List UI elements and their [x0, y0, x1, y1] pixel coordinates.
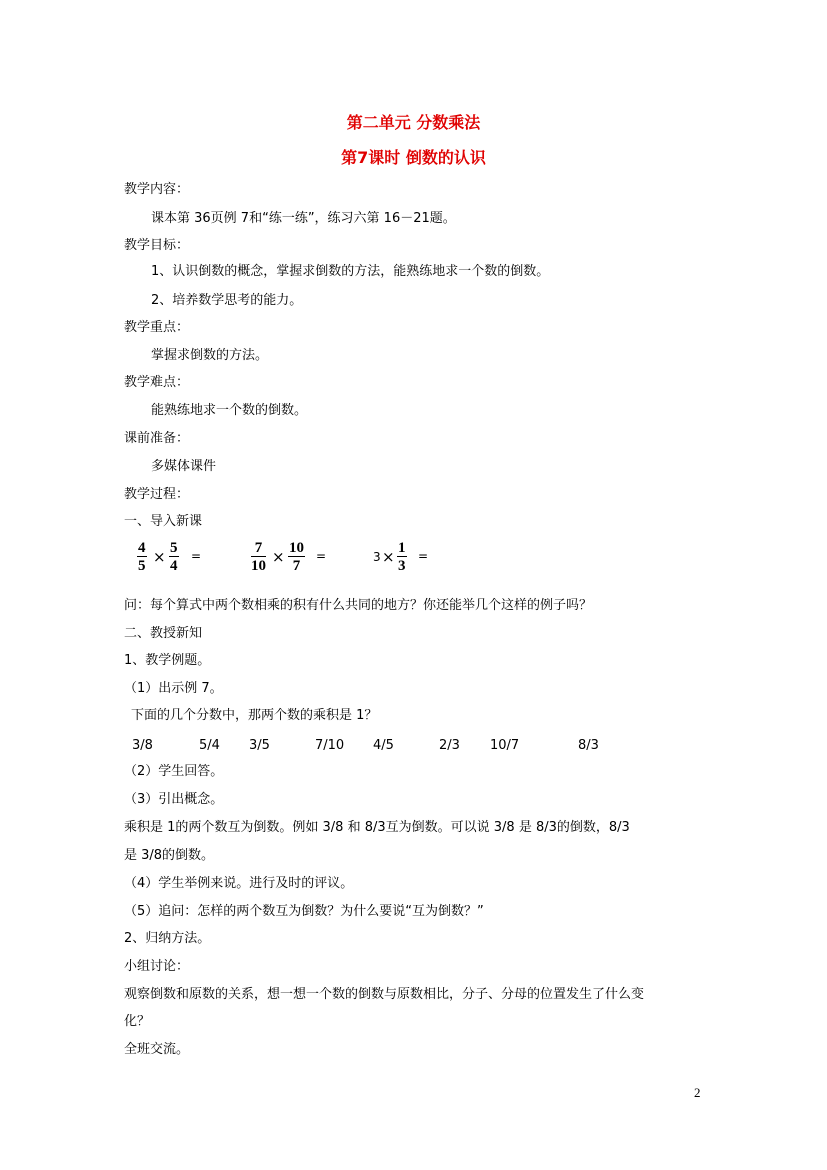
goal-item-1: 1、认识倒数的概念，掌握求倒数的方法，能熟练地求一个数的倒数。	[151, 264, 550, 279]
difficulty-label: 教学难点：	[124, 375, 190, 390]
times-sign: ×	[382, 548, 395, 566]
step2-heading: 2、归纳方法。	[124, 931, 211, 946]
list-item: 3/8	[132, 738, 153, 753]
content-text: 课本第 36页例 7和“练一练”，练习六第 16－21题。	[151, 211, 456, 226]
key-text: 掌握求倒数的方法。	[151, 348, 269, 363]
goal-item-2: 2、培养数学思考的能力。	[151, 293, 303, 308]
list-item: 3/5	[249, 738, 270, 753]
lesson-subtitle: 第7课时 倒数的认识	[341, 148, 486, 167]
prep-text: 多媒体课件	[151, 459, 217, 474]
step1-heading: 1、教学例题。	[124, 653, 211, 668]
fraction-5-4: $\frac{5}{4}$	[170, 540, 178, 574]
goal-label: 教学目标：	[124, 238, 190, 253]
fraction-1-3: $\frac{1}{3}$	[398, 540, 406, 574]
page-number: 2	[694, 1085, 701, 1100]
sub-step-5: （5）追问：怎样的两个数互为倒数？为什么要说“互为倒数？”	[124, 904, 484, 919]
example-prompt: 下面的几个分数中，那两个数的乘积是 1？	[131, 708, 378, 723]
times-sign: ×	[272, 548, 285, 566]
equals-sign: =	[418, 549, 429, 563]
fraction-4-5: $\frac{4}{5}$	[138, 540, 146, 574]
discussion-line-1: 观察倒数和原数的关系，想一想一个数的倒数与原数相比，分子、分母的位置发生了什么变	[124, 987, 645, 1002]
equals-sign: =	[191, 549, 202, 563]
discussion-line-2: 化？	[124, 1014, 151, 1029]
list-item: 10/7	[490, 738, 520, 753]
part1-heading: 一、导入新课	[124, 514, 203, 529]
list-item: 2/3	[439, 738, 460, 753]
intro-question: 问：每个算式中两个数相乘的积有什么共同的地方？你还能举几个这样的例子吗？	[124, 598, 593, 613]
difficulty-text: 能熟练地求一个数的倒数。	[151, 403, 308, 418]
sub-step-3: （3）引出概念。	[124, 792, 224, 807]
content-label: 教学内容：	[124, 182, 190, 197]
fraction-7-10: $\frac{7}{10}$	[251, 540, 266, 574]
part2-heading: 二、教授新知	[124, 626, 203, 641]
process-label: 教学过程：	[124, 487, 190, 502]
sub-step-2: （2）学生回答。	[124, 764, 224, 779]
page-title: 第二单元 分数乘法	[346, 113, 481, 132]
times-sign: ×	[153, 548, 166, 566]
key-label: 教学重点：	[124, 320, 190, 335]
list-item: 4/5	[373, 738, 394, 753]
equals-sign: =	[316, 549, 327, 563]
list-item: 8/3	[578, 738, 599, 753]
class-share: 全班交流。	[124, 1042, 190, 1057]
whole-number-3: 3	[373, 550, 381, 564]
group-label: 小组讨论：	[124, 959, 190, 974]
sub-step-1: （1）出示例 7。	[124, 681, 223, 696]
concept-line-2: 是 3/8的倒数。	[124, 848, 215, 863]
list-item: 5/4	[199, 738, 220, 753]
concept-line-1: 乘积是 1的两个数互为倒数。例如 3/8 和 8/3互为倒数。可以说 3/8 是 8/3的倒数，8/3	[124, 820, 630, 835]
sub-step-4: （4）学生举例来说。进行及时的评议。	[124, 876, 354, 891]
list-item: 7/10	[315, 738, 345, 753]
prep-label: 课前准备：	[124, 431, 190, 446]
fraction-10-7: $\frac{10}{7}$	[289, 540, 304, 574]
